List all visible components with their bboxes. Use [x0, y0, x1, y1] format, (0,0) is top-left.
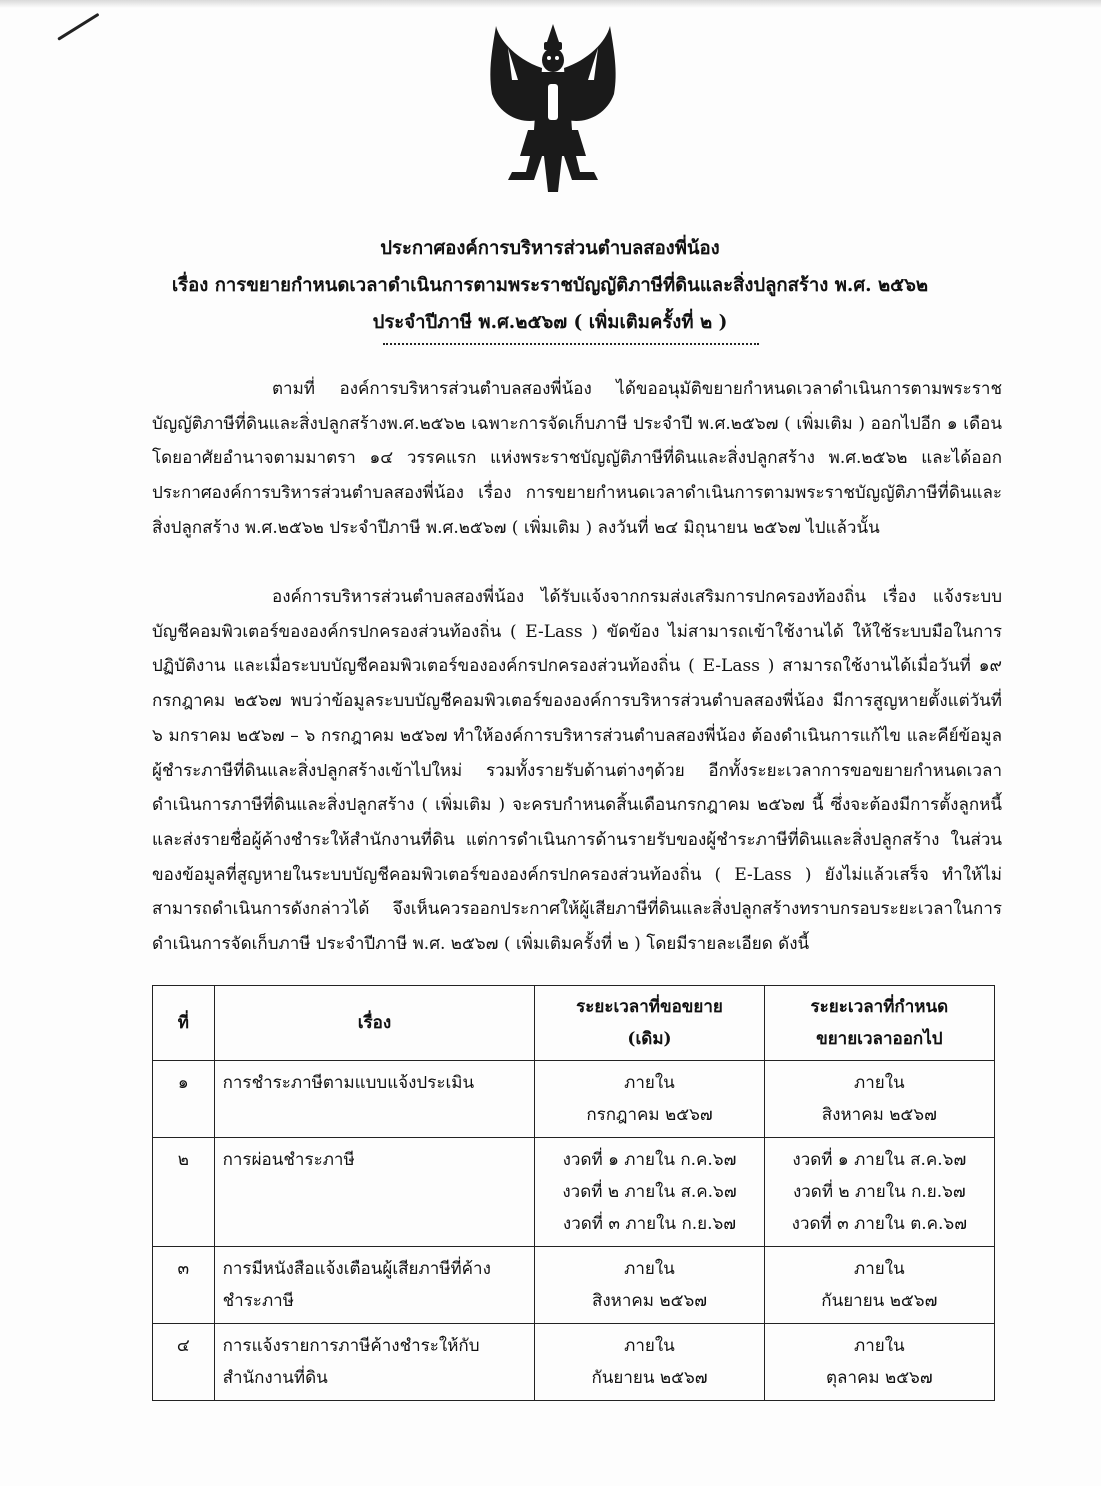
pen-tick-mark [57, 13, 99, 41]
period-line: ภายใน [854, 1073, 905, 1093]
header-new-line2: ขยายเวลาออกไป [816, 1029, 943, 1049]
period-line: ภายใน [624, 1336, 675, 1356]
header-no: ที่ [153, 986, 215, 1061]
period-line: กันยายน ๒๕๖๗ [821, 1291, 938, 1311]
row-no: ๓ [153, 1247, 215, 1324]
paragraph-text: ตามที่ องค์การบริหารส่วนตำบลสองพี่น้อง ได้ขออนุมัติขยายกำหนดเวลาดำเนินการตามพระราชบัญญัติภาษีที่ดินและสิ่งปลูกสร้างพ.ศ.๒๕๖๒ เฉพาะการจัดเก็บภาษี ประจำปี พ.ศ.๒๕๖๗ ( เพิ่มเติม ) ออกไปอีก ๑ เดือน โดยอาศัยอำนาจตามมาตรา ๑๔ วรรคแรก แห่งพระราชบัญญัติภาษีที่ดินและสิ่งปลูกสร้าง พ.ศ.๒๕๖๒ และได้ออกประกาศองค์การบริหารส่วนตำบลสองพี่น้อง เรื่อง การขยายกำหนดเวลาดำเนินการตามพระราชบัญญัติภาษีที่ดินและสิ่งปลูกสร้าง พ.ศ.๒๕๖๒ ประจำปีภาษี พ.ศ.๒๕๖๗ ( เพิ่มเติม ) ลงวันที่ ๒๔ มิถุนายน ๒๕๖๗ ไปแล้วนั้น [152, 379, 1002, 538]
period-line: ภายใน [854, 1259, 905, 1279]
garuda-emblem-icon [478, 20, 628, 198]
row-new-period [764, 1324, 994, 1401]
period-line: งวดที่ ๑ ภายใน ส.ค.๖๗ [792, 1150, 967, 1170]
header-new-period [764, 986, 994, 1061]
table-row [153, 1138, 995, 1247]
paragraph-text: องค์การบริหารส่วนตำบลสองพี่น้อง ได้รับแจ้งจากกรมส่งเสริมการปกครองท้องถิ่น เรื่อง แจ้งระบบบัญชีคอมพิวเตอร์ขององค์กรปกครองส่วนท้องถิ่น ( E-Lass ) ขัดข้อง ไม่สามารถเข้าใช้งานได้ ให้ใช้ระบบมือในการปฏิบัติงาน และเมื่อระบบบัญชีคอมพิวเตอร์ขององค์กรปกครองส่วนท้องถิ่น ( E-Lass ) สามารถใช้งานได้เมื่อวันที่ ๑๙ กรกฎาคม ๒๕๖๗ พบว่าข้อมูลระบบบัญชีคอมพิวเตอร์ขององค์การบริหารส่วนตำบลสองพี่น้อง มีการสูญหายตั้งแต่วันที่ ๖ มกราคม ๒๕๖๗ – ๖ กรกฎาคม ๒๕๖๗ ทำให้องค์การบริหารส่วนตำบลสองพี่น้อง ต้องดำเนินการแก้ไข และคีย์ข้อมูลผู้ชำระภาษีที่ดินและสิ่งปลูกสร้างเข้าไปใหม่ รวมทั้งรายรับด้านต่างๆด้วย อีกทั้งระยะเวลาการขอขยายกำหนดเวลาดำเนินการภาษีที่ดินและสิ่งปลูกสร้าง ( เพิ่มเติม ) จะครบกำหนดสิ้นเดือนกรกฎาคม ๒๕๖๗ นี้ ซึ่งจะต้องมีการตั้งลูกหนี้ และส่งรายชื่อผู้ค้างชำระให้สำนักงานที่ดิน แต่การดำเนินการด้านรายรับของผู้ชำระภาษีที่ดินและสิ่งปลูกสร้าง ในส่วนของข้อมูลที่สูญหายในระบบบัญชีคอมพิวเตอร์ขององค์กรปกครองส่วนท้องถิ่น ( E-Lass ) ยังไม่แล้วเสร็จ ทำให้ไม่สามารถดำเนินการดังกล่าวได้ จึงเห็นควรออกประกาศให้ผู้เสียภาษีที่ดินและสิ่งปลูกสร้างทราบกรอบระยะเวลาในการดำเนินการจัดเก็บภาษี ประจำปีภาษี พ.ศ. ๒๕๖๗ ( เพิ่มเติมครั้งที่ ๒ ) โดยมีรายละเอียด ดังนี้ [152, 587, 1002, 955]
schedule-table [152, 985, 995, 1401]
period-line: ตุลาคม ๒๕๖๗ [826, 1368, 933, 1388]
period-line: สิงหาคม ๒๕๖๗ [821, 1105, 937, 1125]
period-line: สิงหาคม ๒๕๖๗ [591, 1291, 708, 1311]
row-old-period [535, 1138, 764, 1247]
table-header-row [153, 986, 995, 1061]
period-line: ภายใน [624, 1259, 675, 1279]
body-paragraph-1 [152, 372, 1002, 546]
announcement-header [100, 230, 1000, 341]
announcement-subject: เรื่อง การขยายกำหนดเวลาดำเนินการตามพระราชบัญญัติภาษีที่ดินและสิ่งปลูกสร้าง พ.ศ. ๒๕๖๒ [171, 275, 929, 296]
announcement-tax-year: ประจำปีภาษี พ.ศ.๒๕๖๗ ( เพิ่มเติมครั้งที่ ๒ ) [372, 312, 728, 333]
period-line: ภายใน [854, 1336, 905, 1356]
row-no: ๒ [153, 1138, 215, 1247]
scan-edge-shadow [0, 0, 1101, 8]
table-row [153, 1324, 995, 1401]
header-old-period [535, 986, 764, 1061]
header-old-line2: (เดิม) [627, 1029, 672, 1049]
period-line: งวดที่ ๒ ภายใน ก.ย.๖๗ [792, 1182, 966, 1202]
period-line: งวดที่ ๒ ภายใน ส.ค.๖๗ [562, 1182, 737, 1202]
row-new-period [764, 1061, 994, 1138]
row-new-period [764, 1247, 994, 1324]
row-old-period [535, 1324, 764, 1401]
row-old-period [535, 1247, 764, 1324]
row-subject: การชำระภาษีตามแบบแจ้งประเมิน [214, 1061, 535, 1138]
row-old-period [535, 1061, 764, 1138]
header-subject: เรื่อง [214, 986, 535, 1061]
table-row [153, 1061, 995, 1138]
row-no: ๔ [153, 1324, 215, 1401]
period-line: งวดที่ ๑ ภายใน ก.ค.๖๗ [562, 1150, 737, 1170]
row-no: ๑ [153, 1061, 215, 1138]
row-subject: การมีหนังสือแจ้งเตือนผู้เสียภาษีที่ค้างชำระภาษี [214, 1247, 535, 1324]
period-line: งวดที่ ๓ ภายใน ก.ย.๖๗ [562, 1214, 737, 1234]
row-subject: การผ่อนชำระภาษี [214, 1138, 535, 1247]
table-row [153, 1247, 995, 1324]
header-old-line1: ระยะเวลาที่ขอขยาย [576, 997, 723, 1017]
period-line: งวดที่ ๓ ภายใน ต.ค.๖๗ [791, 1214, 967, 1234]
period-line: กันยายน ๒๕๖๗ [591, 1368, 708, 1388]
period-line: ภายใน [624, 1073, 675, 1093]
period-line: กรกฎาคม ๒๕๖๗ [586, 1105, 713, 1125]
announcement-title: ประกาศองค์การบริหารส่วนตำบลสองพี่น้อง [380, 238, 720, 259]
dotted-divider [383, 343, 759, 345]
row-new-period [764, 1138, 994, 1247]
header-new-line1: ระยะเวลาที่กำหนด [810, 997, 949, 1017]
body-paragraph-2 [152, 580, 1002, 962]
row-subject: การแจ้งรายการภาษีค้างชำระให้กับสำนักงานที่ดิน [214, 1324, 535, 1401]
